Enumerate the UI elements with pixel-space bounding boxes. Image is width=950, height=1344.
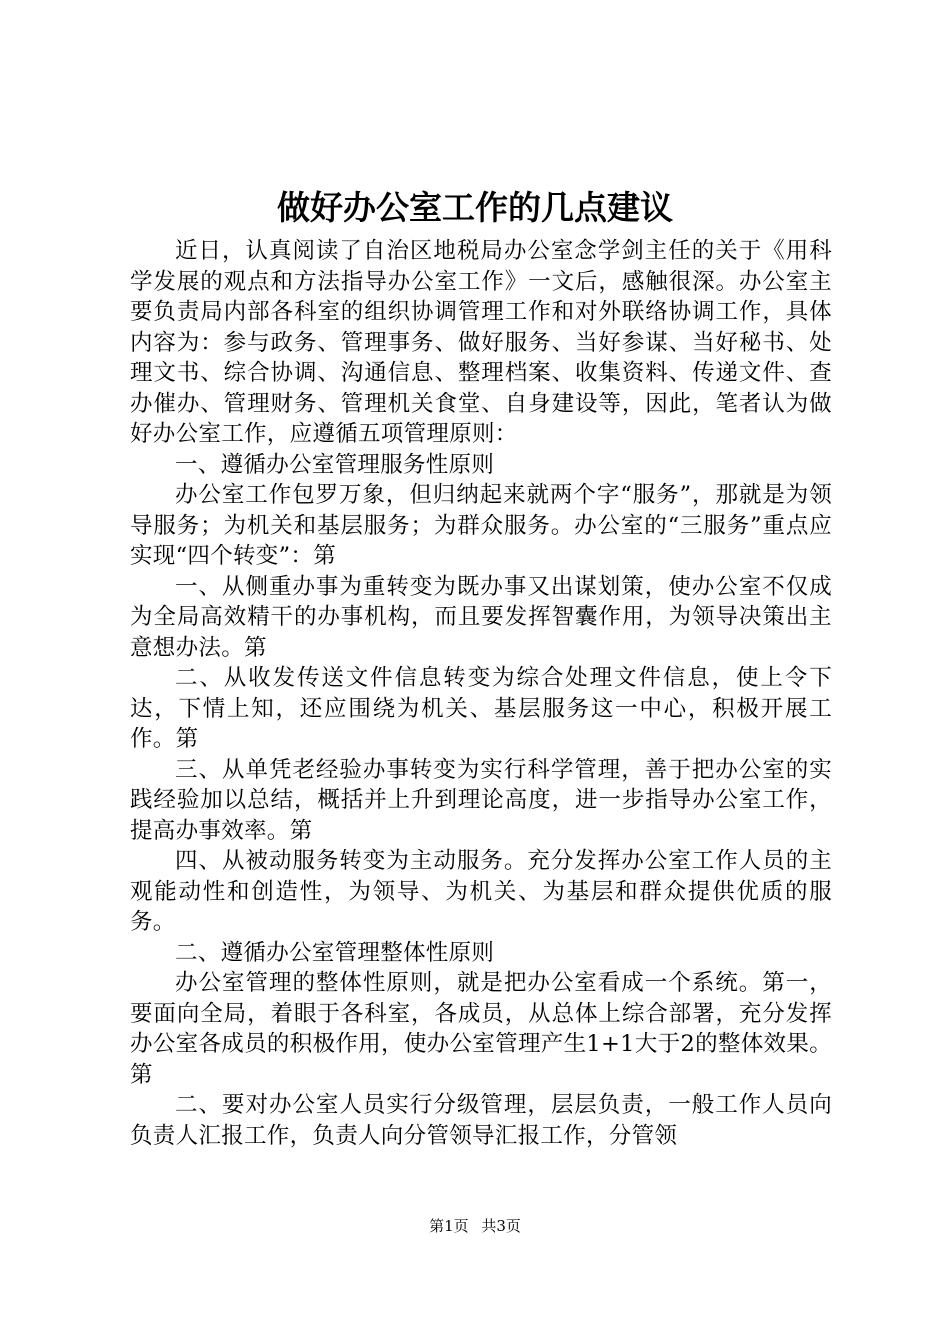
page-footer bbox=[0, 1216, 950, 1236]
paragraph-change-4: 四、从被动服务转变为主动服务。充分发挥办公室工作人员的主观能动性和创造性，为领导、为机关、为基层和群众提供优质的服务。 bbox=[130, 848, 832, 935]
paragraph-change-1: 一、从侧重办事为重转变为既办事又出谋划策，使办公室不仅成为全局高效精干的办事机构，而且要发挥智囊作用，为领导决策出主意想办法。第 bbox=[130, 573, 832, 661]
section-heading-integrity: 二、遵循办公室管理整体性原则 bbox=[175, 939, 495, 966]
page-total: 共3页 bbox=[481, 1217, 521, 1235]
section-heading-service: 一、遵循办公室管理服务性原则 bbox=[175, 451, 495, 478]
paragraph-service: 办公室工作包罗万象，但归纳起来就两个字“服务”，那就是为领导服务；为机关和基层服务；为群众服务。办公室的“三服务”重点应实现“四个转变”：第 bbox=[130, 482, 832, 569]
paragraph-change-2: 二、从收发传送文件信息转变为综合处理文件信息，使上令下达，下情上知，还应围绕为机关、基层服务这一中心，积极开展工作。第 bbox=[130, 665, 832, 752]
paragraph-integrity: 办公室管理的整体性原则，就是把办公室看成一个系统。第一，要面向全局，着眼于各科室，各成员，从总体上综合部署，充分发挥办公室各成员的积极作用，使办公室管理产生1+1大于2的整体效果。第 bbox=[130, 970, 832, 1088]
document-title: 做好办公室工作的几点建议 bbox=[277, 188, 673, 227]
document-body bbox=[130, 236, 832, 1151]
paragraph-intro: 近日，认真阅读了自治区地税局办公室念学剑主任的关于《用科学发展的观点和方法指导办公室工作》一文后，感触很深。办公室主要负责局内部各科室的组织协调管理工作和对外联络协调工作，具体内容为：参与政务、管理事务、做好服务、当好参谋、当好秘书、处理文书、综合协调、沟通信息、整理档案、收集资料、传递文件、查办催办、管理财务、管理机关食堂、自身建设等，因此，笔者认为做好办公室工作，应遵循五项管理原则： bbox=[130, 238, 832, 447]
page-number: 第1页 bbox=[429, 1217, 469, 1235]
paragraph-change-3: 三、从单凭老经验办事转变为实行科学管理，善于把办公室的实践经验加以总结，概括并上升到理论高度，进一步指导办公室工作，提高办事效率。第 bbox=[130, 756, 832, 844]
paragraph-graded-management: 二、要对办公室人员实行分级管理，层层负责，一般工作人员向负责人汇报工作，负责人向分管领导汇报工作，分管领 bbox=[130, 1092, 832, 1149]
